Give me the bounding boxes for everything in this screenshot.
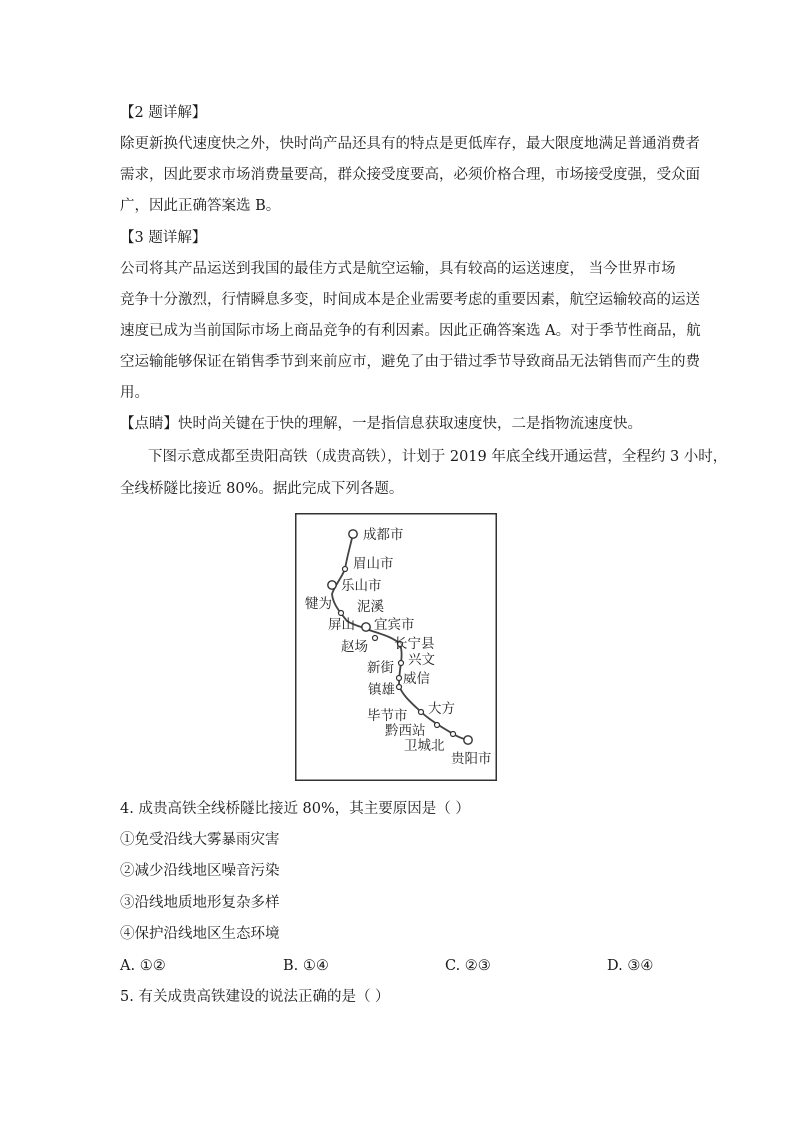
station-label-nixi: 泥溪: [357, 599, 384, 615]
q3-line-2: 竞争十分激烈，行情瞬息多变，时间成本是企业需要考虑的重要因素，航空运输较高的运送: [120, 292, 700, 308]
station-label-meishan: 眉山市: [353, 556, 394, 572]
question-4-item-2: ②减少沿线地区噪音污染: [120, 863, 280, 879]
station-marker-qianxi: [435, 723, 440, 728]
q3-line-5: 用。: [120, 385, 149, 401]
station-marker-yibin: [362, 623, 370, 631]
station-label-leshan: 乐山市: [341, 578, 382, 594]
question-4-item-4: ④保护沿线地区生态环境: [120, 926, 280, 942]
station-marker-meishan: [343, 567, 348, 572]
station-label-qianwei: 犍为: [305, 596, 332, 612]
q3-line-3: 速度已成为当前国际市场上商品竞争的有利因素。因此正确答案选 A。对于季节性商品，航: [120, 323, 701, 339]
q2-line-2: 需求，因此要求市场消费量要高，群众接受度要高，必须价格合理，市场接受度强，受众面: [120, 167, 700, 183]
station-label-bijie: 毕节市: [367, 708, 408, 724]
station-marker-leshan: [328, 581, 336, 589]
question-4-item-1: ①免受沿线大雾暴雨灾害: [120, 832, 280, 848]
dianjing-note: 【点睛】快时尚关键在于快的理解，一是指信息获取速度快，二是指物流速度快。: [120, 416, 642, 432]
station-label-zhenxiong: 镇雄: [368, 682, 395, 698]
q2-line-3: 广，因此正确答案选 B。: [120, 198, 281, 214]
railway-route-map: [295, 513, 497, 781]
q3-line-4: 空运输能够保证在销售季节到来前应市，避免了由于错过季节导致商品无法销售而产生的费: [120, 354, 700, 370]
station-label-chengdu: 成都市: [363, 527, 404, 543]
station-marker-qianwei: [339, 611, 344, 616]
q3-line-1: 公司将其产品运送到我国的最佳方式是航空运输，具有较高的运送速度， 当今世界市场: [120, 261, 676, 277]
station-label-zhaochang: 赵场: [341, 639, 368, 655]
station-marker-weixin: [397, 676, 402, 681]
station-label-changning: 长宁县: [394, 636, 435, 652]
station-marker-chengdu: [349, 530, 357, 538]
question-4-item-3: ③沿线地质地形复杂多样: [120, 895, 280, 911]
intro-line-2: 全线桥隧比接近 80%。据此完成下列各题。: [120, 481, 404, 497]
q2-line-1: 除更新换代速度快之外，快时尚产品还具有的特点是更低库存，最大限度地满足普通消费者: [120, 136, 700, 152]
question-4-option-d[interactable]: D. ③④: [607, 958, 654, 974]
station-label-xingwen: 兴文: [408, 652, 435, 668]
station-label-qianxi: 黔西站: [385, 723, 426, 739]
question-4-option-b[interactable]: B. ①④: [283, 958, 329, 974]
station-marker-zhaochang: [373, 636, 378, 641]
station-marker-guiyang: [464, 736, 472, 744]
station-label-dafang: 大方: [428, 701, 455, 717]
station-marker-zhenxiong: [397, 685, 402, 690]
question-4-option-a[interactable]: A. ①②: [120, 958, 166, 974]
question-4-stem: 4. 成贵高铁全线桥隧比接近 80%，其主要原因是（ ）: [120, 801, 470, 817]
station-marker-xingwen: [399, 661, 404, 666]
question-4-option-c[interactable]: C. ②③: [445, 958, 491, 974]
intro-line-1: 下图示意成都至贵阳高铁（成贵高铁），计划于 2019 年底全线开通运营，全程约 3 小时，: [148, 449, 728, 465]
station-label-weixin: 威信: [403, 671, 430, 687]
station-label-pingshan: 屏山: [328, 617, 355, 633]
station-label-yibin: 宜宾市: [374, 617, 415, 633]
question-5-stem: 5. 有关成贵高铁建设的说法正确的是（ ）: [120, 989, 390, 1005]
station-label-weicheng: 卫城北: [404, 738, 445, 754]
station-marker-weicheng: [451, 732, 456, 737]
station-label-xinjie: 新街: [367, 660, 394, 676]
q2-heading: 【2 题详解】: [120, 105, 207, 121]
station-marker-bijie: [419, 710, 424, 715]
q3-heading: 【3 题详解】: [120, 230, 207, 246]
station-label-guiyang: 贵阳市: [451, 751, 492, 767]
